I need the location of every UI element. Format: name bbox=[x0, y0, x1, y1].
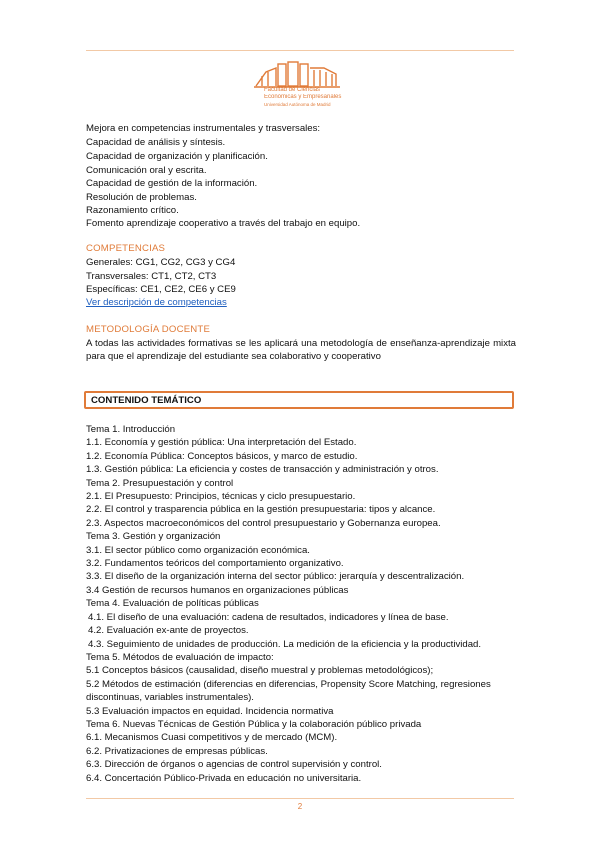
competencias-link[interactable]: Ver descripción de competencias bbox=[86, 297, 227, 308]
toc-line: 1.3. Gestión pública: La eficiencia y costes de transacción y administración y otros. bbox=[86, 464, 439, 476]
toc-line: 1.2. Economía Pública: Conceptos básicos, y marco de estudio. bbox=[86, 450, 358, 462]
toc-line: 3.3. El diseño de la organización interna del sector público: jerarquía y descentralización. bbox=[86, 571, 465, 583]
logo-caption bbox=[264, 87, 350, 108]
footer-rule bbox=[86, 798, 514, 799]
competencias-transversales: Transversales: CT1, CT2, CT3 bbox=[86, 271, 217, 282]
skills-line: Capacidad de gestión de la información. bbox=[86, 178, 258, 189]
toc-line: Tema 5. Métodos de evaluación de impacto: bbox=[86, 651, 274, 663]
toc-line: 5.3 Evaluación impactos en equidad. Incidencia normativa bbox=[86, 705, 334, 717]
toc-line: Tema 1. Introducción bbox=[86, 424, 176, 435]
competencias-especificas: Específicas: CE1, CE2, CE6 y CE9 bbox=[86, 284, 236, 295]
toc-line: 3.1. El sector público como organización económica. bbox=[86, 544, 310, 556]
toc-line: 5.1 Conceptos básicos (causalidad, diseño muestral y problemas metodológicos); bbox=[86, 665, 434, 677]
skills-line: Resolución de problemas. bbox=[86, 192, 197, 203]
skills-line: Fomento aprendizaje cooperativo a través del trabajo en equipo. bbox=[86, 218, 361, 229]
toc-line: 6.3. Dirección de órganos o agencias de control supervisión y control. bbox=[86, 759, 382, 771]
toc-line: 1.1. Economía y gestión pública: Una interpretación del Estado. bbox=[86, 437, 357, 449]
toc-line: 2.2. El control y trasparencia pública en la gestión presupuestaria: tipos y alcance. bbox=[86, 504, 436, 516]
metodologia-heading: METODOLOGÍA DOCENTE bbox=[86, 324, 211, 335]
header-rule bbox=[86, 50, 514, 51]
toc-line: Tema 2. Presupuestación y control bbox=[86, 477, 234, 489]
contenido-list bbox=[86, 423, 526, 785]
skills-line: Razonamiento crítico. bbox=[86, 205, 179, 216]
skills-line: Mejora en competencias instrumentales y trasversales: bbox=[86, 123, 321, 134]
toc-line: 6.2. Privatizaciones de empresas públicas. bbox=[86, 745, 268, 757]
skills-line: Comunicación oral y escrita. bbox=[86, 165, 207, 176]
contenido-heading-box bbox=[84, 391, 514, 409]
toc-line: 6.1. Mecanismos Cuasi competitivos y de mercado (MCM). bbox=[86, 732, 338, 744]
skills-line: Capacidad de organización y planificación. bbox=[86, 151, 268, 162]
toc-line: 4.3. Seguimiento de unidades de producción. La medición de la eficiencia y la productividad. bbox=[88, 638, 482, 650]
toc-line: 3.4 Gestión de recursos humanos en organizaciones públicas bbox=[86, 584, 349, 596]
toc-line: Tema 3. Gestión y organización bbox=[86, 531, 221, 543]
competencias-heading: COMPETENCIAS bbox=[86, 243, 166, 254]
contenido-title: CONTENIDO TEMÁTICO bbox=[91, 395, 202, 406]
toc-line: discontinuas, variables instrumentales). bbox=[86, 692, 254, 704]
logo-line: Universidad Autónoma de Madrid bbox=[264, 102, 331, 107]
toc-line: 6.4. Concertación Público-Privada en educación no universitaria. bbox=[86, 772, 362, 784]
toc-line: 2.1. El Presupuesto: Principios, técnicas y ciclo presupuestario. bbox=[86, 491, 356, 503]
toc-line: 3.2. Fundamentos teóricos del comportamiento organizativo. bbox=[86, 558, 344, 570]
page-number: 2 bbox=[297, 802, 303, 811]
skills-line: Capacidad de análisis y síntesis. bbox=[86, 137, 226, 148]
toc-line: 4.1. El diseño de una evaluación: cadena de resultados, indicadores y línea de base. bbox=[88, 611, 449, 623]
logo-line: Facultad de Ciencias bbox=[264, 87, 321, 93]
toc-line: 4.2. Evaluación ex-ante de proyectos. bbox=[88, 625, 249, 637]
toc-line: 5.2 Métodos de estimación (diferencias en diferencias, Propensity Score Matching, regresiones bbox=[86, 678, 491, 690]
toc-line: 2.3. Aspectos macroeconómicos del control presupuestario y Gobernanza europea. bbox=[86, 517, 441, 529]
toc-line: Tema 6. Nuevas Técnicas de Gestión Pública y la colaboración público privada bbox=[86, 718, 422, 730]
competencias-generales: Generales: CG1, CG2, CG3 y CG4 bbox=[86, 257, 236, 268]
logo-line: Económicas y Empresariales bbox=[264, 94, 342, 100]
toc-line: Tema 4. Evaluación de políticas públicas bbox=[86, 598, 259, 610]
metodologia-text: A todas las actividades formativas se les aplicará una metodología de enseñanza-aprendizaje mixta para que el aprendizaje del estudiante sea colaborativo y cooperativo bbox=[86, 338, 516, 363]
